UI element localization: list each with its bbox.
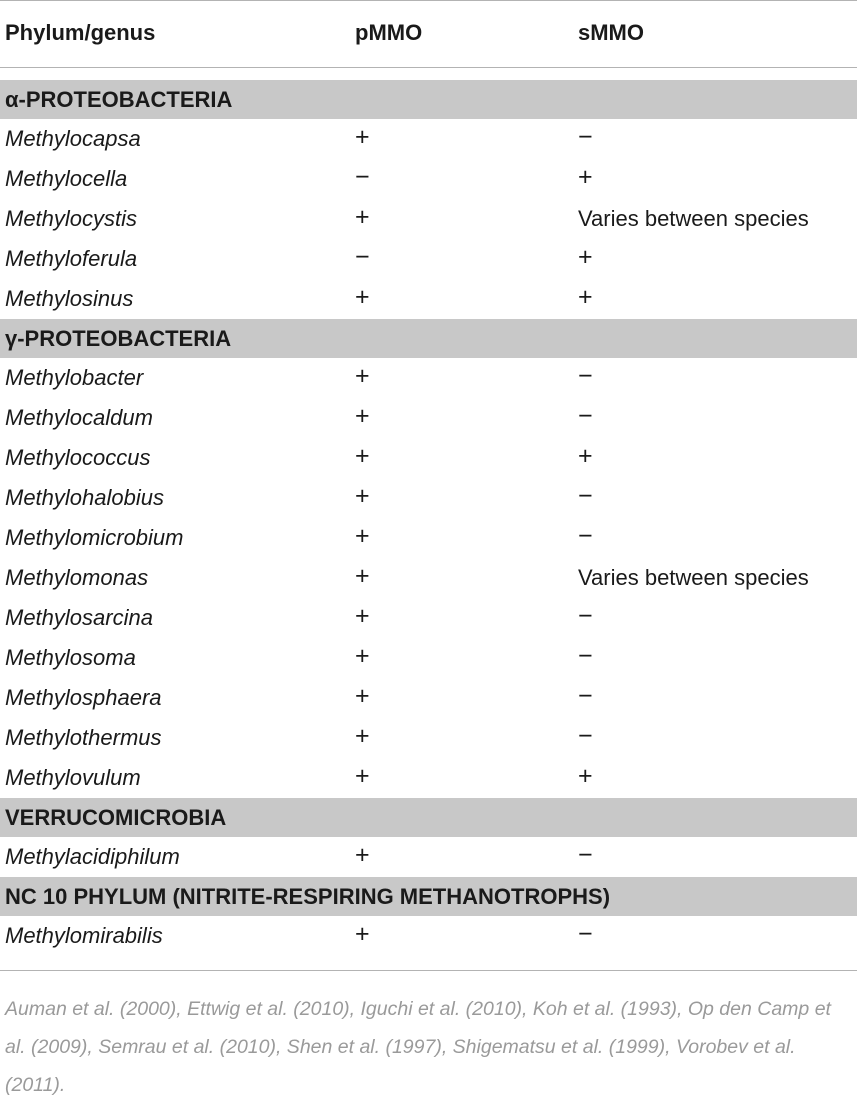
table-row xyxy=(0,398,857,438)
genus-cell: Methylothermus xyxy=(5,725,162,750)
bottom-rule xyxy=(0,970,857,971)
genus-cell: Methylosoma xyxy=(5,645,136,670)
table-body xyxy=(0,80,857,956)
table-row xyxy=(0,916,857,956)
pmmo-cell: + xyxy=(355,123,370,151)
genus-cell: Methylomonas xyxy=(5,565,149,590)
genus-cell: Methylosinus xyxy=(5,286,134,311)
smmo-cell: Varies between species xyxy=(578,565,809,590)
smmo-cell: + xyxy=(578,283,593,311)
smmo-cell: − xyxy=(578,642,593,670)
table-row xyxy=(0,558,857,598)
table-header xyxy=(0,1,857,67)
pmmo-cell: + xyxy=(355,442,370,470)
section-header: α-PROTEOBACTERIA xyxy=(0,80,857,119)
table-row xyxy=(0,598,857,638)
genus-cell: Methylohalobius xyxy=(5,485,164,510)
pmmo-cell: + xyxy=(355,920,370,948)
genus-cell: Methylocystis xyxy=(5,206,138,231)
genus-cell: Methylomicrobium xyxy=(5,525,184,550)
section-header: γ-PROTEOBACTERIA xyxy=(0,319,857,358)
table-row xyxy=(0,438,857,478)
table-row xyxy=(0,478,857,518)
pmmo-cell: + xyxy=(355,682,370,710)
pmmo-cell: + xyxy=(355,402,370,430)
pmmo-cell: + xyxy=(355,562,370,590)
genus-cell: Methylocella xyxy=(5,166,128,191)
table-row xyxy=(0,758,857,798)
section-header: NC 10 PHYLUM (NITRITE-RESPIRING METHANOTROPHS) xyxy=(0,877,857,916)
table-row xyxy=(0,279,857,319)
section-header: VERRUCOMICROBIA xyxy=(0,798,857,837)
pmmo-cell: + xyxy=(355,482,370,510)
table-row xyxy=(0,518,857,558)
pmmo-cell: + xyxy=(355,362,370,390)
genus-cell: Methylovulum xyxy=(5,765,141,790)
genus-cell: Methylocaldum xyxy=(5,405,153,430)
smmo-cell: − xyxy=(578,722,593,750)
genus-cell: Methyloferula xyxy=(5,246,138,271)
pmmo-cell: + xyxy=(355,203,370,231)
pmmo-cell: + xyxy=(355,602,370,630)
smmo-cell: + xyxy=(578,163,593,191)
smmo-cell: − xyxy=(578,602,593,630)
pmmo-cell: − xyxy=(355,163,370,191)
table-row xyxy=(0,199,857,239)
table-row xyxy=(0,119,857,159)
table-footnote: Auman et al. (2000), Ettwig et al. (2010), Iguchi et al. (2010), Koh et al. (1993), Op den Camp et al. (2009), Semrau et al. (2010), Shen et al. (1997), Shigematsu et al. (1999), Vorobev et al. (2011). xyxy=(5,998,831,1096)
pmmo-cell: + xyxy=(355,522,370,550)
header-smmo: sMMO xyxy=(578,20,644,45)
pmmo-cell: + xyxy=(355,722,370,750)
table-row xyxy=(0,358,857,398)
table-row xyxy=(0,678,857,718)
pmmo-cell: + xyxy=(355,642,370,670)
smmo-cell: − xyxy=(578,841,593,869)
genus-cell: Methylocapsa xyxy=(5,126,141,151)
table-row xyxy=(0,638,857,678)
table-row xyxy=(0,837,857,877)
smmo-cell: − xyxy=(578,123,593,151)
genus-cell: Methylococcus xyxy=(5,445,151,470)
smmo-cell: − xyxy=(578,362,593,390)
table-row xyxy=(0,239,857,279)
smmo-cell: Varies between species xyxy=(578,206,809,231)
genus-cell: Methylomirabilis xyxy=(5,923,163,948)
smmo-cell: − xyxy=(578,920,593,948)
header-phylum-genus: Phylum/genus xyxy=(5,20,156,45)
pmmo-cell: + xyxy=(355,762,370,790)
smmo-cell: − xyxy=(578,522,593,550)
pmmo-cell: − xyxy=(355,243,370,271)
genus-cell: Methylacidiphilum xyxy=(5,844,180,869)
pmmo-cell: + xyxy=(355,283,370,311)
smmo-cell: + xyxy=(578,243,593,271)
smmo-cell: − xyxy=(578,482,593,510)
header-pmmo: pMMO xyxy=(355,20,423,45)
smmo-cell: + xyxy=(578,762,593,790)
genus-cell: Methylosphaera xyxy=(5,685,162,710)
smmo-cell: − xyxy=(578,402,593,430)
table-row xyxy=(0,718,857,758)
smmo-cell: + xyxy=(578,442,593,470)
genus-cell: Methylosarcina xyxy=(5,605,153,630)
genus-cell: Methylobacter xyxy=(5,365,144,390)
table-row xyxy=(0,159,857,199)
pmmo-cell: + xyxy=(355,841,370,869)
smmo-cell: − xyxy=(578,682,593,710)
